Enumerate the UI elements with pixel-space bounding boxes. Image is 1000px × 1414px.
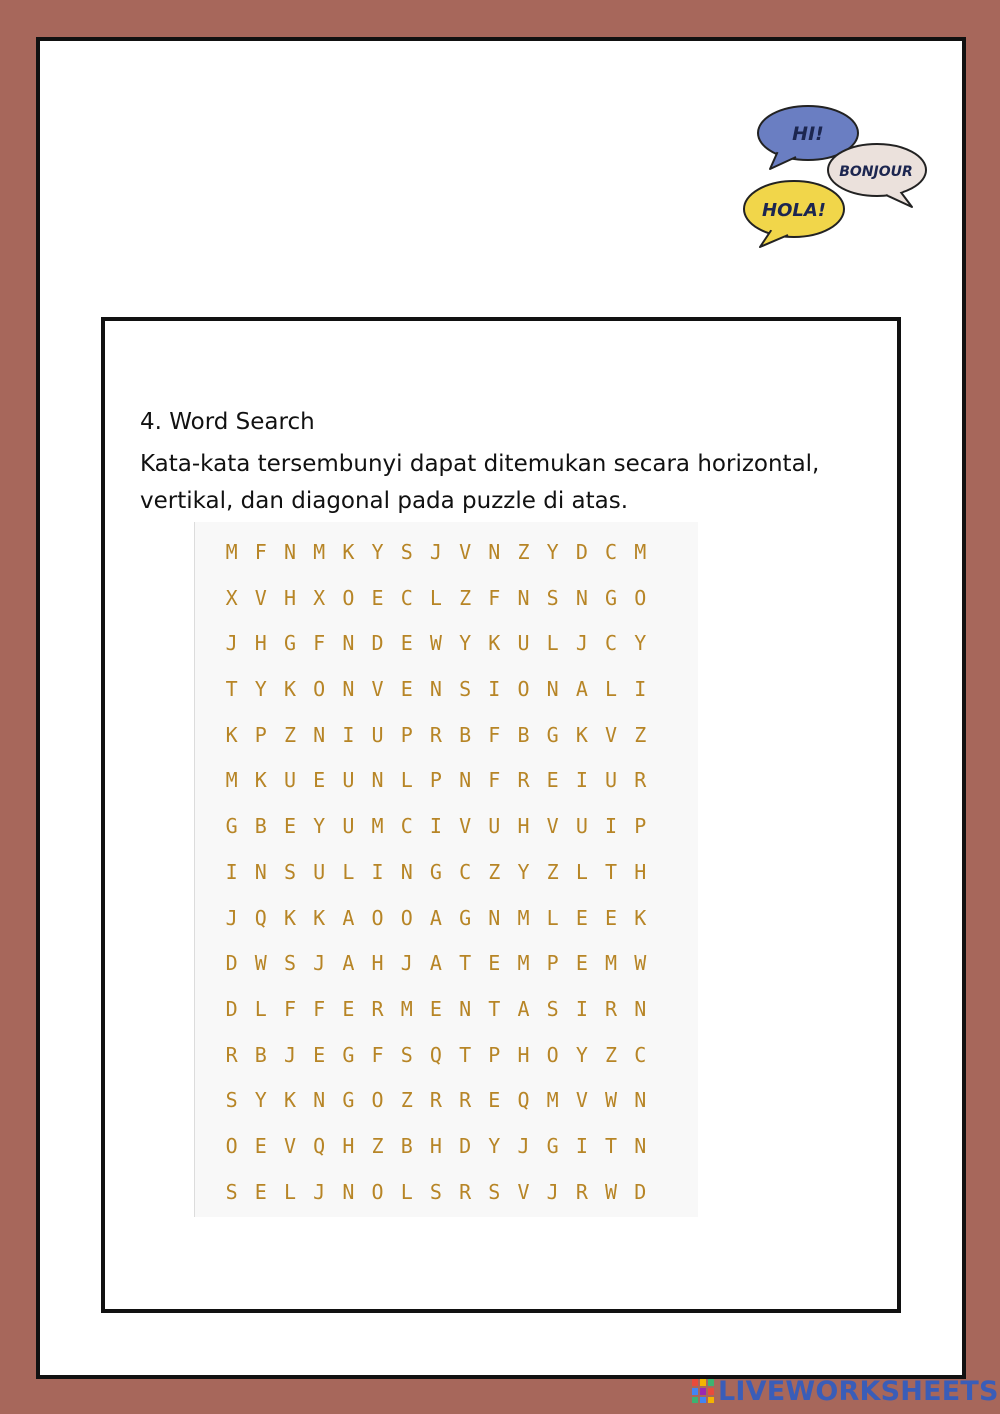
grid-letter[interactable]: U [488,814,501,839]
grid-letter[interactable]: T [459,951,472,976]
grid-letter[interactable]: B [517,722,530,747]
liveworksheets-logo-icon [692,1379,714,1403]
grid-letter[interactable]: G [342,1088,355,1113]
grid-letter[interactable]: M [225,768,238,793]
grid-letter[interactable]: C [605,540,618,564]
grid-letter[interactable]: V [605,722,618,747]
grid-letter[interactable]: K [575,722,588,747]
grid-letter[interactable]: M [225,540,238,564]
grid-letter[interactable]: H [517,814,530,839]
grid-letter[interactable]: F [313,631,326,656]
grid-letter[interactable]: S [459,677,472,702]
grid-letter[interactable]: I [575,1133,588,1158]
grid-letter[interactable]: P [488,1042,501,1067]
grid-letter[interactable]: F [313,996,326,1021]
grid-letter[interactable]: N [546,677,559,702]
grid-letter[interactable]: X [313,585,326,610]
grid-letter[interactable]: K [488,631,501,656]
grid-letter[interactable]: E [400,631,413,656]
liveworksheets-watermark [692,1376,999,1406]
grid-letter[interactable]: B [254,1042,267,1067]
grid-letter[interactable]: O [313,677,326,702]
grid-letter[interactable]: N [429,677,442,702]
grid-letter[interactable]: Z [605,1042,618,1067]
grid-letter[interactable]: R [371,996,384,1021]
grid-letter[interactable]: J [546,1179,559,1204]
grid-letter[interactable]: V [459,814,472,839]
grid-letter[interactable]: G [429,859,442,884]
grid-letter[interactable]: U [371,722,384,747]
grid-letter[interactable]: H [283,585,296,610]
grid-letter[interactable]: Z [283,722,296,747]
grid-letter[interactable]: V [283,1133,296,1158]
grid-letter[interactable]: E [605,905,618,930]
grid-letter[interactable]: D [225,951,238,976]
grid-letter[interactable]: R [429,1088,442,1113]
grid-letter[interactable]: V [254,585,267,610]
grid-letter[interactable]: R [459,1179,472,1204]
grid-letter[interactable]: Y [546,540,559,564]
grid-letter[interactable]: W [429,631,442,656]
grid-letter[interactable]: H [517,1042,530,1067]
grid-letter[interactable]: L [546,905,559,930]
grid-letter[interactable]: Z [546,859,559,884]
grid-letter[interactable]: R [225,1042,238,1067]
grid-letter[interactable]: I [342,722,355,747]
grid-letter[interactable]: O [517,677,530,702]
grid-letter[interactable]: B [254,814,267,839]
grid-letter[interactable]: M [605,951,618,976]
grid-letter[interactable]: O [371,905,384,930]
grid-letter[interactable]: C [634,1042,647,1067]
word-search-puzzle [194,522,698,1217]
grid-letter[interactable]: Y [488,1133,501,1158]
grid-letter[interactable]: I [634,677,647,702]
question-title: 4. Word Search [140,409,315,435]
grid-letter[interactable]: E [575,905,588,930]
grid-letter[interactable]: Y [254,677,267,702]
grid-letter[interactable]: Y [254,1088,267,1113]
grid-letter[interactable]: Q [517,1088,530,1113]
grid-letter[interactable]: S [400,1042,413,1067]
bonjour-bubble-text: BONJOUR [839,164,913,180]
grid-letter[interactable]: E [254,1179,267,1204]
grid-letter[interactable]: E [371,585,384,610]
grid-letter[interactable]: T [605,1133,618,1158]
grid-letter[interactable]: M [517,905,530,930]
grid-letter[interactable]: E [488,951,501,976]
grid-letter[interactable]: Y [371,540,384,564]
grid-letter[interactable]: J [575,631,588,656]
grid-letter[interactable]: I [488,677,501,702]
grid-letter[interactable]: H [254,631,267,656]
grid-letter[interactable]: M [371,814,384,839]
grid-letter[interactable]: P [634,814,647,839]
grid-letter[interactable]: L [429,585,442,610]
grid-letter[interactable]: L [575,859,588,884]
grid-letter[interactable]: C [400,814,413,839]
grid-letter[interactable]: Z [634,722,647,747]
grid-letter[interactable]: U [313,859,326,884]
grid-letter[interactable]: R [634,768,647,793]
grid-letter[interactable]: K [225,722,238,747]
grid-letter[interactable]: S [283,859,296,884]
grid-letter[interactable]: O [634,585,647,610]
grid-letter[interactable]: N [634,1133,647,1158]
grid-letter[interactable]: L [400,768,413,793]
grid-letter[interactable]: S [283,951,296,976]
grid-letter[interactable]: G [459,905,472,930]
grid-letter[interactable]: C [400,585,413,610]
grid-letter[interactable]: N [342,631,355,656]
grid-letter[interactable]: N [488,905,501,930]
grid-letter[interactable]: D [459,1133,472,1158]
grid-letter[interactable]: U [605,768,618,793]
grid-letter[interactable]: Z [488,859,501,884]
grid-letter[interactable]: F [254,540,267,564]
grid-letter[interactable]: K [634,905,647,930]
grid-letter[interactable]: N [575,585,588,610]
grid-letter[interactable]: S [546,996,559,1021]
grid-letter[interactable]: I [225,859,238,884]
grid-letter[interactable]: Z [459,585,472,610]
grid-letter[interactable]: U [342,768,355,793]
grid-letter[interactable]: K [313,905,326,930]
grid-letter[interactable]: R [517,768,530,793]
grid-letter[interactable]: W [605,1088,618,1113]
grid-letter[interactable]: A [342,905,355,930]
word-search-grid[interactable] [217,530,655,1215]
grid-letter[interactable]: D [575,540,588,564]
grid-letter[interactable]: W [605,1179,618,1204]
grid-letter[interactable]: Y [634,631,647,656]
grid-letter[interactable]: W [254,951,267,976]
grid-letter[interactable]: F [488,768,501,793]
grid-letter[interactable]: G [546,722,559,747]
grid-letter[interactable]: N [488,540,501,564]
grid-letter[interactable]: V [459,540,472,564]
grid-letter[interactable]: M [634,540,647,564]
grid-letter[interactable]: N [517,585,530,610]
bonjour-bubble [828,144,926,207]
grid-letter[interactable]: N [254,859,267,884]
grid-letter[interactable]: L [546,631,559,656]
grid-letter[interactable]: N [342,1179,355,1204]
greeting-speech-bubbles [740,103,930,283]
grid-letter[interactable]: S [488,1179,501,1204]
grid-letter[interactable]: R [605,996,618,1021]
grid-letter[interactable]: U [575,814,588,839]
grid-letter[interactable]: E [283,814,296,839]
grid-letter[interactable]: Y [313,814,326,839]
grid-letter[interactable]: L [400,1179,413,1204]
grid-letter[interactable]: Q [313,1133,326,1158]
grid-letter[interactable]: B [459,722,472,747]
grid-letter[interactable]: J [400,951,413,976]
grid-letter[interactable]: L [342,859,355,884]
grid-letter[interactable]: X [225,585,238,610]
grid-letter[interactable]: S [429,1179,442,1204]
grid-letter[interactable]: A [342,951,355,976]
grid-letter[interactable]: T [488,996,501,1021]
grid-letter[interactable]: U [517,631,530,656]
grid-letter[interactable]: T [459,1042,472,1067]
grid-letter[interactable]: E [400,677,413,702]
hola-bubble [744,181,844,247]
grid-letter[interactable]: N [283,540,296,564]
watermark-text: LIVEWORKSHEETS [718,1375,999,1407]
grid-letter[interactable]: N [342,677,355,702]
grid-letter[interactable]: J [225,905,238,930]
grid-letter[interactable]: V [546,814,559,839]
grid-letter[interactable]: F [371,1042,384,1067]
grid-letter[interactable]: O [342,585,355,610]
grid-letter[interactable]: Y [575,1042,588,1067]
grid-letter[interactable]: U [283,768,296,793]
grid-letter[interactable]: Q [429,1042,442,1067]
worksheet-page [36,37,966,1379]
grid-letter[interactable]: R [575,1179,588,1204]
grid-letter[interactable]: H [371,951,384,976]
grid-letter[interactable]: V [371,677,384,702]
grid-letter[interactable]: M [517,951,530,976]
grid-letter[interactable]: O [371,1179,384,1204]
grid-letter[interactable]: O [371,1088,384,1113]
grid-letter[interactable]: M [546,1088,559,1113]
hola-bubble-text: HOLA! [762,200,826,221]
grid-letter[interactable]: I [371,859,384,884]
grid-letter[interactable]: C [605,631,618,656]
grid-letter[interactable]: V [575,1088,588,1113]
grid-letter[interactable]: O [546,1042,559,1067]
grid-letter[interactable]: S [225,1179,238,1204]
grid-letter[interactable]: E [313,1042,326,1067]
grid-letter[interactable]: A [575,677,588,702]
grid-letter[interactable]: K [283,677,296,702]
grid-letter[interactable]: D [225,996,238,1021]
grid-letter[interactable]: H [342,1133,355,1158]
grid-letter[interactable]: S [225,1088,238,1113]
grid-letter[interactable]: N [459,996,472,1021]
grid-letter[interactable]: F [488,722,501,747]
grid-letter[interactable]: A [517,996,530,1021]
grid-letter[interactable]: Q [254,905,267,930]
grid-letter[interactable]: G [225,814,238,839]
grid-letter[interactable]: C [459,859,472,884]
grid-letter[interactable]: N [371,768,384,793]
grid-letter[interactable]: H [634,859,647,884]
grid-letter[interactable]: Z [400,1088,413,1113]
grid-letter[interactable]: G [283,631,296,656]
grid-letter[interactable]: L [254,996,267,1021]
grid-letter[interactable]: N [459,768,472,793]
grid-letter[interactable]: O [400,905,413,930]
grid-letter[interactable]: K [283,1088,296,1113]
grid-letter[interactable]: R [429,722,442,747]
grid-letter[interactable]: S [400,540,413,564]
grid-letter[interactable]: G [342,1042,355,1067]
grid-letter[interactable]: G [546,1133,559,1158]
grid-letter[interactable]: B [400,1133,413,1158]
grid-letter[interactable]: V [517,1179,530,1204]
grid-letter[interactable]: D [371,631,384,656]
grid-letter[interactable]: N [634,1088,647,1113]
grid-letter[interactable]: K [283,905,296,930]
grid-letter[interactable]: J [283,1042,296,1067]
grid-letter[interactable]: P [400,722,413,747]
grid-letter[interactable]: T [605,859,618,884]
grid-letter[interactable]: W [634,951,647,976]
grid-letter[interactable]: I [575,768,588,793]
grid-letter[interactable]: E [488,1088,501,1113]
grid-letter[interactable]: U [342,814,355,839]
grid-letter[interactable]: J [313,951,326,976]
grid-letter[interactable]: J [429,540,442,564]
grid-letter[interactable]: P [254,722,267,747]
hi-bubble-text: HI! [792,123,824,145]
grid-letter[interactable]: H [429,1133,442,1158]
grid-letter[interactable]: I [605,814,618,839]
grid-letter[interactable]: P [429,768,442,793]
grid-letter[interactable]: E [575,951,588,976]
grid-letter[interactable]: E [254,1133,267,1158]
grid-letter[interactable]: K [254,768,267,793]
grid-letter[interactable]: E [313,768,326,793]
grid-letter[interactable]: N [313,1088,326,1113]
grid-letter[interactable]: I [429,814,442,839]
grid-letter[interactable]: I [575,996,588,1021]
grid-letter[interactable]: D [634,1179,647,1204]
question-instruction: Kata-kata tersembunyi dapat ditemukan secara horizontal, vertikal, dan diagonal pada puzzle di atas. [140,451,820,514]
grid-letter[interactable]: Z [371,1133,384,1158]
grid-letter[interactable]: K [342,540,355,564]
grid-letter[interactable]: J [313,1179,326,1204]
grid-letter[interactable]: L [283,1179,296,1204]
grid-letter[interactable]: A [429,951,442,976]
grid-letter[interactable]: J [517,1133,530,1158]
grid-letter[interactable]: M [313,540,326,564]
grid-letter[interactable]: O [225,1133,238,1158]
grid-letter[interactable]: P [546,951,559,976]
question-box [101,317,901,1313]
grid-letter[interactable]: L [605,677,618,702]
grid-letter[interactable]: F [488,585,501,610]
grid-letter[interactable]: N [313,722,326,747]
grid-letter[interactable]: Y [517,859,530,884]
grid-letter[interactable]: E [429,996,442,1021]
grid-letter[interactable]: Y [459,631,472,656]
grid-letter[interactable]: Z [517,540,530,564]
grid-letter[interactable]: G [605,585,618,610]
grid-letter[interactable]: E [546,768,559,793]
grid-letter[interactable]: N [400,859,413,884]
grid-letter[interactable]: E [342,996,355,1021]
grid-letter[interactable]: A [429,905,442,930]
grid-letter[interactable]: F [283,996,296,1021]
grid-letter[interactable]: S [546,585,559,610]
grid-letter[interactable]: T [225,677,238,702]
grid-letter[interactable]: R [459,1088,472,1113]
grid-letter[interactable]: N [634,996,647,1021]
grid-letter[interactable]: J [225,631,238,656]
grid-letter[interactable]: M [400,996,413,1021]
